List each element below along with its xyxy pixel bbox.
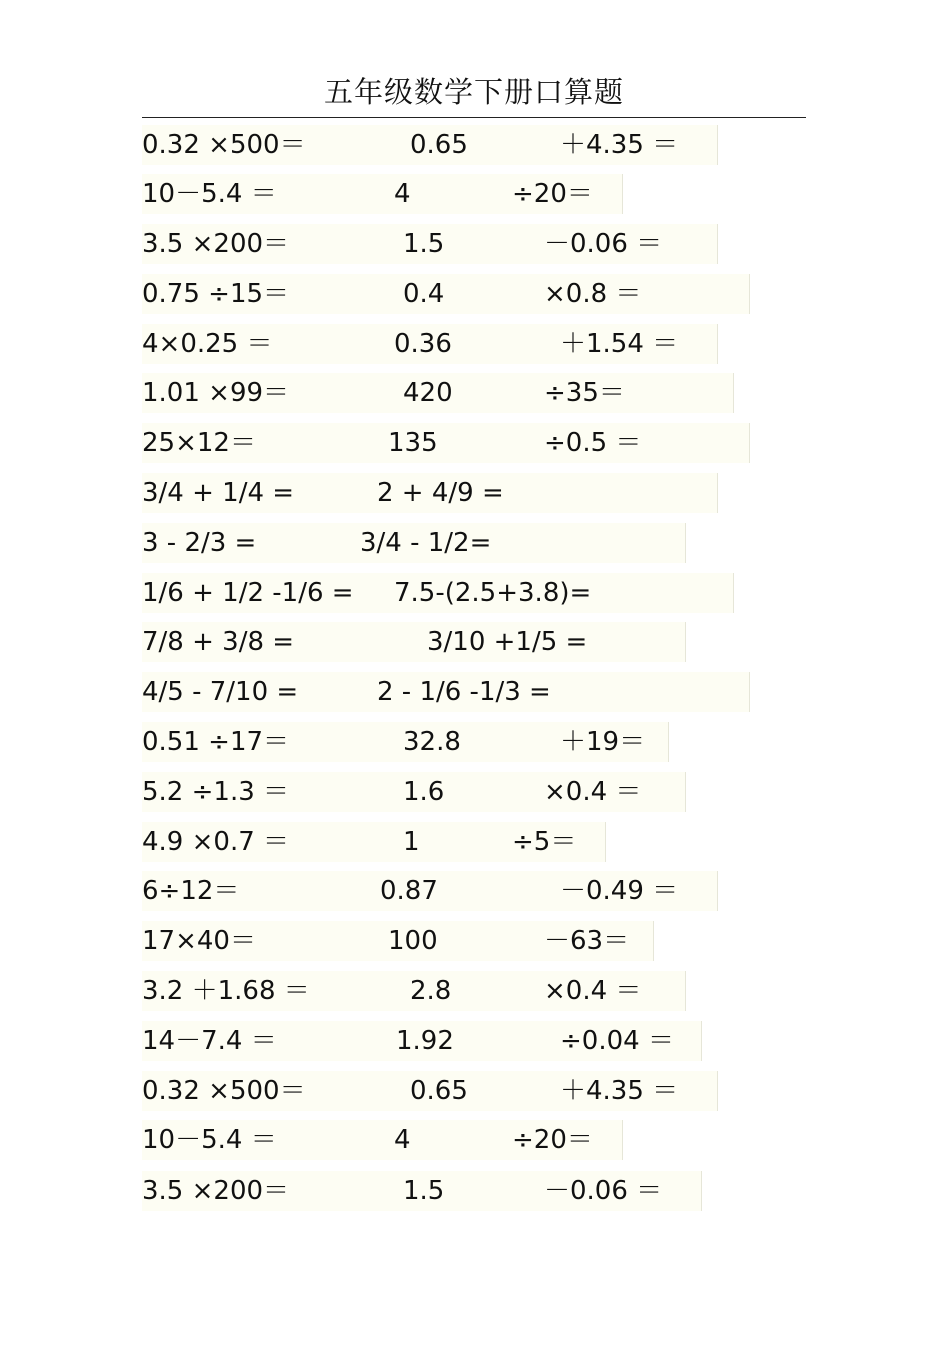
operand-cell: 2 + 4/9 = — [377, 478, 504, 508]
operation-cell: ×0.8 ＝ — [544, 279, 642, 309]
operand-cell: 0.65 — [410, 130, 468, 160]
problem-cell: 3 - 2/3 = — [142, 528, 257, 558]
operand-cell: 1.5 — [403, 229, 445, 259]
problem-cell: 3/4 + 1/4 = — [142, 478, 295, 508]
operation-cell: ＋4.35 ＝ — [560, 130, 679, 160]
operand-cell: 100 — [388, 926, 438, 956]
operation-cell: －63＝ — [544, 926, 630, 956]
operand-cell: 1.5 — [403, 1176, 445, 1206]
operand-cell: 0.87 — [380, 876, 438, 906]
operand-cell: 3/4 - 1/2= — [360, 528, 492, 558]
operation-cell: ÷20＝ — [512, 1125, 593, 1155]
operation-cell: ÷35＝ — [544, 378, 625, 408]
problem-cell: 3.5 ×200＝ — [142, 229, 290, 259]
operand-cell: 420 — [403, 378, 453, 408]
operand-cell: 1.6 — [403, 777, 445, 807]
operand-cell: 2.8 — [410, 976, 452, 1006]
operand-cell: 3/10 +1/5 = — [427, 627, 588, 657]
operation-cell: ×0.4 ＝ — [544, 976, 642, 1006]
operation-cell: ÷5＝ — [512, 827, 577, 857]
problem-cell: 10－5.4 ＝ — [142, 179, 277, 209]
problem-cell: 1.01 ×99＝ — [142, 378, 290, 408]
problem-cell: 7/8 + 3/8 = — [142, 627, 295, 657]
problem-cell: 0.75 ÷15＝ — [142, 279, 290, 309]
problem-cell: 1/6 + 1/2 -1/6 = — [142, 578, 354, 608]
problem-cell: 4.9 ×0.7 ＝ — [142, 827, 290, 857]
problem-cell: 14－7.4 ＝ — [142, 1026, 277, 1056]
operand-cell: 135 — [388, 428, 438, 458]
operation-cell: ＋4.35 ＝ — [560, 1076, 679, 1106]
problem-cell: 3.5 ×200＝ — [142, 1176, 290, 1206]
operand-cell: 32.8 — [403, 727, 461, 757]
operand-cell: 0.36 — [394, 329, 452, 359]
operation-cell: ＋1.54 ＝ — [560, 329, 679, 359]
operation-cell: －0.06 ＝ — [544, 1176, 663, 1206]
operand-cell: 7.5-(2.5+3.8)= — [394, 578, 592, 608]
operand-cell: 4 — [394, 179, 411, 209]
problem-cell: 25×12＝ — [142, 428, 256, 458]
problem-cell: 3.2 ＋1.68 ＝ — [142, 976, 310, 1006]
operand-cell: 0.4 — [403, 279, 445, 309]
problem-cell: 4/5 - 7/10 = — [142, 677, 299, 707]
problem-cell: 17×40＝ — [142, 926, 256, 956]
problem-cell: 0.32 ×500＝ — [142, 130, 306, 160]
operand-cell: 4 — [394, 1125, 411, 1155]
problem-cell: 6÷12＝ — [142, 876, 240, 906]
operation-cell: ÷0.04 ＝ — [560, 1026, 674, 1056]
problem-cell: 4×0.25 ＝ — [142, 329, 273, 359]
problem-cell: 0.51 ÷17＝ — [142, 727, 290, 757]
page-title: 五年级数学下册口算题 — [323, 75, 624, 109]
operation-cell: ＋19＝ — [560, 727, 646, 757]
title-underline — [142, 117, 806, 118]
operation-cell: ÷20＝ — [512, 179, 593, 209]
operand-cell: 2 - 1/6 -1/3 = — [377, 677, 551, 707]
problem-cell: 5.2 ÷1.3 ＝ — [142, 777, 290, 807]
operand-cell: 1 — [403, 827, 420, 857]
operand-cell: 0.65 — [410, 1076, 468, 1106]
operation-cell: ÷0.5 ＝ — [544, 428, 642, 458]
operation-cell: －0.06 ＝ — [544, 229, 663, 259]
problem-cell: 10－5.4 ＝ — [142, 1125, 277, 1155]
operand-cell: 1.92 — [396, 1026, 454, 1056]
operation-cell: －0.49 ＝ — [560, 876, 679, 906]
operation-cell: ×0.4 ＝ — [544, 777, 642, 807]
problem-cell: 0.32 ×500＝ — [142, 1076, 306, 1106]
